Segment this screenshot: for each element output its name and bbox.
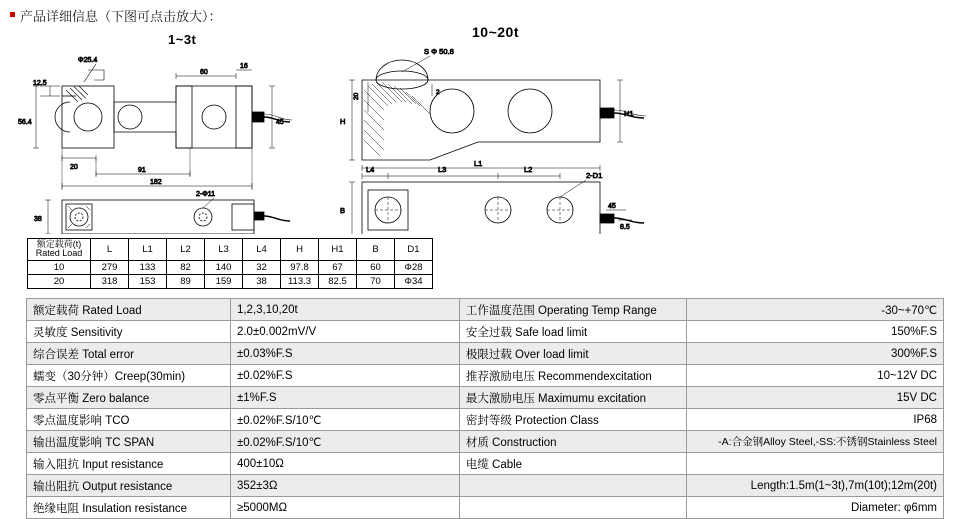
drawing-title-right: 10~20t bbox=[472, 24, 519, 40]
dim-cell: 140 bbox=[205, 260, 243, 274]
table-row bbox=[27, 409, 944, 431]
spec-value: -30~+70℃ bbox=[687, 299, 944, 321]
spec-value: ±0.02%F.S bbox=[230, 365, 459, 387]
spec-value: 300%F.S bbox=[687, 343, 944, 365]
svg-text:182: 182 bbox=[150, 179, 162, 186]
spec-label: 极限过载 Over load limit bbox=[459, 343, 686, 365]
spec-value: Length:1.5m(1~3t),7m(10t);12m(20t) bbox=[687, 475, 944, 497]
spec-value: IP68 bbox=[687, 409, 944, 431]
dimension-header-D1: D1 bbox=[395, 239, 433, 261]
spec-value: ±0.03%F.S bbox=[230, 343, 459, 365]
dim-cell: 60 bbox=[357, 260, 395, 274]
load-cell-technical-drawing[interactable] bbox=[0, 24, 968, 234]
specification-table bbox=[26, 298, 944, 519]
dim-cell: 10 bbox=[28, 260, 91, 274]
dimension-header-L4: L4 bbox=[243, 239, 281, 261]
dim-cell: 153 bbox=[129, 274, 167, 288]
svg-text:45: 45 bbox=[276, 119, 284, 126]
svg-text:60: 60 bbox=[200, 69, 208, 76]
dim-cell: 82.5 bbox=[319, 274, 357, 288]
svg-text:8.5: 8.5 bbox=[620, 224, 630, 231]
table-row bbox=[27, 387, 944, 409]
table-row bbox=[27, 475, 944, 497]
spec-label bbox=[459, 475, 686, 497]
table-row bbox=[27, 299, 944, 321]
svg-text:S Φ 50.8: S Φ 50.8 bbox=[424, 47, 454, 56]
spec-value: 150%F.S bbox=[687, 321, 944, 343]
dim-cell: 97.8 bbox=[281, 260, 319, 274]
table-row bbox=[27, 365, 944, 387]
dimension-table-header-row bbox=[28, 239, 433, 261]
spec-value: -A:合金钢Alloy Steel,-SS:不锈钢Stainless Steel bbox=[687, 431, 944, 453]
svg-text:38: 38 bbox=[34, 216, 42, 223]
table-row bbox=[27, 431, 944, 453]
svg-text:L1: L1 bbox=[474, 159, 483, 168]
svg-text:2-Φ11: 2-Φ11 bbox=[196, 191, 216, 198]
spec-value: ±1%F.S bbox=[230, 387, 459, 409]
spec-label: 灵敏度 Sensitivity bbox=[27, 321, 231, 343]
spec-value: 15V DC bbox=[687, 387, 944, 409]
spec-label bbox=[459, 497, 686, 519]
table-row bbox=[27, 453, 944, 475]
dim-cell: 113.3 bbox=[281, 274, 319, 288]
svg-text:45: 45 bbox=[608, 203, 616, 210]
svg-text:12.5: 12.5 bbox=[33, 80, 47, 87]
spec-value: 352±3Ω bbox=[230, 475, 459, 497]
dim-cell: 32 bbox=[243, 260, 281, 274]
dim-cell: 38 bbox=[243, 274, 281, 288]
svg-text:H: H bbox=[340, 117, 346, 126]
svg-text:L4: L4 bbox=[366, 165, 375, 174]
spec-label: 额定载荷 Rated Load bbox=[27, 299, 231, 321]
spec-label: 输出温度影响 TC SPAN bbox=[27, 431, 231, 453]
svg-text:91: 91 bbox=[138, 167, 146, 174]
bullet-icon bbox=[10, 12, 15, 17]
spec-label: 工作温度范围 Operating Temp Range bbox=[459, 299, 686, 321]
svg-text:2-D1: 2-D1 bbox=[586, 171, 603, 180]
page-title-text: 产品详细信息（下图可点击放大）： bbox=[20, 9, 222, 24]
dimension-header-L: L bbox=[91, 239, 129, 261]
spec-value bbox=[687, 453, 944, 475]
spec-label: 电缆 Cable bbox=[459, 453, 686, 475]
svg-text:Φ25.4: Φ25.4 bbox=[78, 57, 98, 64]
spec-label: 综合误差 Total error bbox=[27, 343, 231, 365]
spec-value: 10~12V DC bbox=[687, 365, 944, 387]
svg-text:B: B bbox=[340, 206, 346, 215]
spec-label: 输出阻抗 Output resistance bbox=[27, 475, 231, 497]
dim-cell: 20 bbox=[28, 274, 91, 288]
spec-label: 绝缘电阻 Insulation resistance bbox=[27, 497, 231, 519]
spec-label: 安全过载 Safe load limit bbox=[459, 321, 686, 343]
table-row bbox=[27, 497, 944, 519]
dimension-header-L1: L1 bbox=[129, 239, 167, 261]
dim-cell: Φ34 bbox=[395, 274, 433, 288]
svg-text:16: 16 bbox=[240, 63, 248, 70]
dim-cell: 67 bbox=[319, 260, 357, 274]
dim-cell: 82 bbox=[167, 260, 205, 274]
table-row bbox=[28, 260, 433, 274]
dimension-table bbox=[27, 238, 433, 289]
spec-label: 蠕变（30分钟）Creep(30min) bbox=[27, 365, 231, 387]
svg-text:L3: L3 bbox=[438, 165, 447, 174]
dimension-header-L2: L2 bbox=[167, 239, 205, 261]
table-row bbox=[27, 321, 944, 343]
dim-cell: 89 bbox=[167, 274, 205, 288]
spec-value: 1,2,3,10,20t bbox=[230, 299, 459, 321]
dim-cell: 318 bbox=[91, 274, 129, 288]
dimension-header-H: H bbox=[281, 239, 319, 261]
table-row bbox=[27, 343, 944, 365]
page-title bbox=[10, 6, 222, 25]
dimension-header-rated-load: 额定载荷(t) Rated Load bbox=[28, 239, 91, 261]
svg-text:H1: H1 bbox=[624, 109, 634, 118]
drawing-area[interactable] bbox=[0, 24, 968, 234]
dimension-header-L3: L3 bbox=[205, 239, 243, 261]
spec-value: Diameter: φ6mm bbox=[687, 497, 944, 519]
spec-value: 400±10Ω bbox=[230, 453, 459, 475]
svg-text:L2: L2 bbox=[524, 165, 533, 174]
table-row bbox=[28, 274, 433, 288]
spec-value: ±0.02%F.S/10℃ bbox=[230, 431, 459, 453]
spec-label: 密封等级 Protection Class bbox=[459, 409, 686, 431]
svg-text:20: 20 bbox=[353, 92, 360, 100]
svg-text:20: 20 bbox=[70, 164, 78, 171]
dim-cell: 159 bbox=[205, 274, 243, 288]
dim-cell: 70 bbox=[357, 274, 395, 288]
spec-label: 推荐激励电压 Recommendexcitation bbox=[459, 365, 686, 387]
dim-cell: Φ28 bbox=[395, 260, 433, 274]
spec-label: 零点温度影响 TCO bbox=[27, 409, 231, 431]
spec-label: 材质 Construction bbox=[459, 431, 686, 453]
dimension-header-B: B bbox=[357, 239, 395, 261]
spec-label: 最大激励电压 Maximumu excitation bbox=[459, 387, 686, 409]
spec-label: 输入阻抗 Input resistance bbox=[27, 453, 231, 475]
spec-label: 零点平衡 Zero balance bbox=[27, 387, 231, 409]
svg-text:56.4: 56.4 bbox=[18, 119, 32, 126]
dim-cell: 133 bbox=[129, 260, 167, 274]
dimension-header-H1: H1 bbox=[319, 239, 357, 261]
svg-text:2: 2 bbox=[436, 89, 440, 96]
drawing-title-left: 1~3t bbox=[168, 32, 197, 47]
dim-cell: 279 bbox=[91, 260, 129, 274]
spec-value: 2.0±0.002mV/V bbox=[230, 321, 459, 343]
spec-value: ≥5000MΩ bbox=[230, 497, 459, 519]
spec-value: ±0.02%F.S/10℃ bbox=[230, 409, 459, 431]
